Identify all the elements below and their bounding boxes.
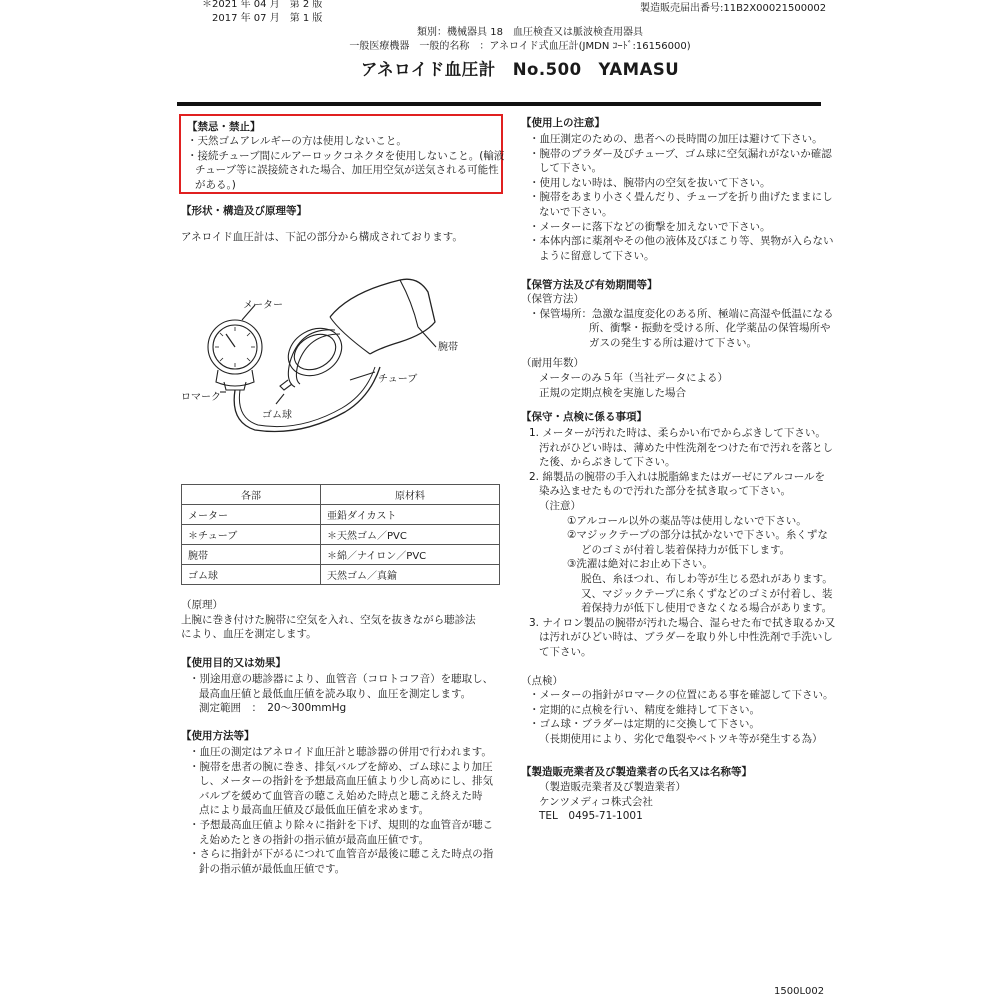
- principle-block: [181, 598, 501, 642]
- manufacturer-heading: 【製造販売業者及び製造業者の氏名又は名称等】: [521, 766, 752, 778]
- maintenance-line: 汚れがひどい時は、薄めた中性洗剤をつけた布で汚れを落とし: [539, 441, 833, 454]
- check-sub: （点検）: [521, 674, 563, 687]
- storage-line: 正規の定期点検を実施した場合: [539, 386, 686, 399]
- table-cell: ＊チューブ: [182, 525, 321, 545]
- principle-line: 上腕に巻き付けた腕帯に空気を入れ、空気を抜きながら聴診法: [181, 613, 476, 626]
- usage-section: [181, 729, 501, 876]
- usage-line: え始めたときの指針の指示値が最高血圧値です。: [199, 833, 430, 846]
- usage-line: ・血圧の測定はアネロイド血圧計と聴診器の併用で行われます。: [189, 746, 492, 758]
- structure-intro: アネロイド血圧計は、下記の部分から構成されております。: [181, 231, 463, 243]
- page-title: アネロイド血圧計 No.500 YAMASU: [360, 60, 680, 79]
- maintenance-line: は汚れがひどい時は、ブラダーを取り外し中性洗剤で手洗いし: [539, 631, 833, 644]
- precaution-line: ・腕帯をあまり小さく畳んだり、チューブを折り曲げたままにし: [529, 191, 833, 204]
- table-row: [182, 525, 500, 545]
- classification-line: 一般医療機器 一般的名称 ：アネロイド式血圧計(JMDN ｺｰﾄﾞ:16156000): [349, 41, 691, 52]
- maintenance-line: 2. 綿製品の腕帯の手入れは脱脂綿またはガーゼにアルコールを: [529, 470, 826, 483]
- contraindication-line: がある。): [195, 178, 236, 191]
- precautions-section: [521, 116, 841, 263]
- maintenance-line: 脱色、糸ほつれ、布しわ等が生じる恐れがあります。: [581, 572, 833, 585]
- storage-sub: （保管方法）: [521, 293, 584, 305]
- maintenance-line: どのゴミが付着し装着保持力が低下します。: [581, 543, 791, 556]
- purpose-line: 測定範囲 ： 20～300mmHg: [199, 702, 347, 715]
- usage-line: 点により最高血圧値及び最低血圧値を求めます。: [199, 804, 430, 817]
- maintenance-line: ③洗濯は絶対にお止め下さい。: [567, 558, 713, 571]
- registration-number: 製造販売届出番号:11B2X00021500002: [640, 3, 827, 14]
- usage-line: ・予想最高血圧値より除々に指針を下げ、規則的な血管音が聴こ: [189, 818, 494, 831]
- storage-line: メーターのみ５年（当社データによる）: [539, 371, 728, 384]
- table-cell: ＊天然ゴム／PVC: [321, 525, 500, 545]
- label-bulb: ゴム球: [262, 410, 292, 421]
- label-tube: チューブ: [378, 374, 418, 385]
- check-line: （長期使用により、劣化で亀裂やベトツキ等が発生する為）: [539, 732, 823, 745]
- maintenance-line: た後、からぶきして下さい。: [539, 456, 676, 469]
- contraindication-heading: 【禁忌・禁止】: [187, 121, 261, 133]
- table-row: [182, 545, 500, 565]
- document-code: 1500L002: [774, 986, 825, 997]
- storage-line: ・保管場所：急激な温度変化のある所、極端に高湿や低温になる: [529, 307, 834, 320]
- precaution-line: ・メーターに落下などの衝撃を加えないで下さい。: [529, 220, 771, 233]
- table-cell: ＊綿／ナイロン／PVC: [321, 545, 500, 565]
- table-header-cell: 原材料: [321, 485, 500, 505]
- maintenance-line: 又、マジックテープに糸くずなどのゴミが付着し、装: [581, 587, 833, 600]
- storage-heading: 【保管方法及び有効期間等】: [521, 279, 658, 291]
- classification-line: 類別：機械器具 18 血圧検査又は脈波検査用器具: [417, 27, 643, 38]
- purpose-section: [181, 656, 501, 716]
- table-cell: 亜鉛ダイカスト: [321, 505, 500, 525]
- label-meter: メーター: [243, 300, 283, 311]
- manufacturer-phone: TEL 0495-71-1001: [539, 810, 643, 823]
- manufacturer-section: [521, 765, 841, 824]
- check-line: ・メーターの指針がロマークの位置にある事を確認して下さい。: [529, 689, 834, 702]
- purpose-heading: 【使用目的又は効果】: [181, 657, 286, 669]
- storage-sub: （耐用年数）: [521, 357, 584, 370]
- precautions-heading: 【使用上の注意】: [521, 117, 605, 129]
- maintenance-line: て下さい。: [539, 645, 592, 658]
- table-row: [182, 505, 500, 525]
- table-cell: メーター: [182, 505, 321, 525]
- maintenance-line: 3. ナイロン製品の腕帯が汚れた場合、湿らせた布で拭き取るか又: [529, 616, 836, 629]
- storage-line: ガスの発生する所は避けて下さい。: [589, 336, 757, 349]
- maintenance-line: 着保持力が低下し使用できなくなる場合があります。: [581, 602, 833, 615]
- table-header-row: [182, 485, 500, 505]
- maintenance-line: ①アルコール以外の薬品等は使用しないで下さい。: [567, 514, 807, 527]
- structure-heading: 【形状・構造及び原理等】: [181, 205, 307, 217]
- label-zero-mark: ロマーク: [181, 392, 221, 403]
- revision-line: ＊2021 年 04 月 第 2 版: [202, 0, 323, 10]
- precaution-line: ・血圧測定のための、患者への長時間の加圧は避けて下さい。: [529, 133, 823, 145]
- contraindication-line: ・天然ゴムアレルギーの方は使用しないこと。: [187, 135, 407, 147]
- revision-history: [202, 0, 362, 26]
- usage-line: し、メーターの指針を予想最高血圧値より少し高めにし、排気: [199, 775, 493, 788]
- table-cell: ゴム球: [182, 565, 321, 585]
- manufacturer-name: ケンツメディコ株式会社: [539, 795, 653, 808]
- maintenance-line: 染み込ませたもので汚れた部分を拭き取って下さい。: [539, 485, 791, 498]
- maintenance-line: （注意）: [539, 499, 581, 512]
- revision-line: 2017 年 07 月 第 1 版: [212, 13, 323, 24]
- table-header-cell: 各部: [182, 485, 321, 505]
- usage-line: バルブを緩めて血管音の聴こえ始めた時点と聴こえ終えた時: [199, 789, 483, 802]
- precaution-line: ・本体内部に薬剤やその他の液体及びほこり等、異物が入らない: [529, 235, 834, 248]
- materials-table: [181, 484, 500, 585]
- label-cuff: 腕帯: [438, 342, 458, 353]
- precaution-line: して下さい。: [539, 162, 602, 175]
- precaution-line: ないで下さい。: [539, 205, 613, 218]
- maintenance-heading: 【保守・点検に係る事項】: [521, 411, 647, 423]
- table-row: [182, 565, 500, 585]
- maintenance-section: [521, 410, 841, 746]
- purpose-line: ・別途用意の聴診器により、血管音（コロトコフ音）を聴取し、: [189, 673, 494, 685]
- principle-line: により、血圧を測定します。: [181, 628, 317, 641]
- usage-line: ・腕帯を患者の腕に巻き、排気バルブを締め、ゴム球により加圧: [189, 760, 493, 773]
- precaution-line: ・腕帯のブラダー及びチューブ、ゴム球に空気漏れがないか確認: [529, 147, 832, 160]
- precaution-line: ように留意して下さい。: [539, 249, 655, 262]
- check-line: ・定期的に点検を行い、精度を維持して下さい。: [529, 703, 760, 716]
- table-cell: 天然ゴム／真鍮: [321, 565, 500, 585]
- maintenance-line: 1. メーターが汚れた時は、柔らかい布でからぶきして下さい。: [529, 427, 826, 439]
- purpose-line: 最高血圧値と最低血圧値を読み取り、血圧を測定します。: [199, 687, 472, 700]
- structure-section: [181, 204, 501, 245]
- classification: [300, 26, 740, 54]
- usage-heading: 【使用方法等】: [181, 730, 255, 742]
- storage-section: [521, 278, 841, 400]
- blood-pressure-monitor-diagram: [180, 272, 480, 442]
- storage-line: 所、衝撃・振動を受ける所、化学薬品の保管場所や: [589, 322, 831, 335]
- check-line: ・ゴム球・ブラダーは定期的に交換して下さい。: [529, 718, 760, 731]
- contraindication-line: ・接続チューブ間にルアーロックコネクタを使用しないこと。(輸液: [187, 149, 505, 162]
- contraindication-line: チューブ等に誤接続された場合、加圧用空気が送気される可能性: [195, 164, 499, 177]
- header-rule: [177, 102, 821, 106]
- usage-line: ・さらに指針が下がるにつれて血管音が最後に聴こえた時点の指: [189, 848, 494, 861]
- usage-line: 針の指示値が最低血圧値です。: [199, 862, 346, 875]
- manufacturer-line: （製造販売業者及び製造業者）: [539, 781, 686, 793]
- precaution-line: ・使用しない時は、腕帯内の空気を抜いて下さい。: [529, 176, 771, 189]
- contraindication-box: [179, 114, 503, 194]
- maintenance-line: ②マジックテープの部分は拭かないで下さい。糸くずな: [567, 529, 828, 542]
- table-cell: 腕帯: [182, 545, 321, 565]
- principle-label: （原理）: [181, 599, 223, 611]
